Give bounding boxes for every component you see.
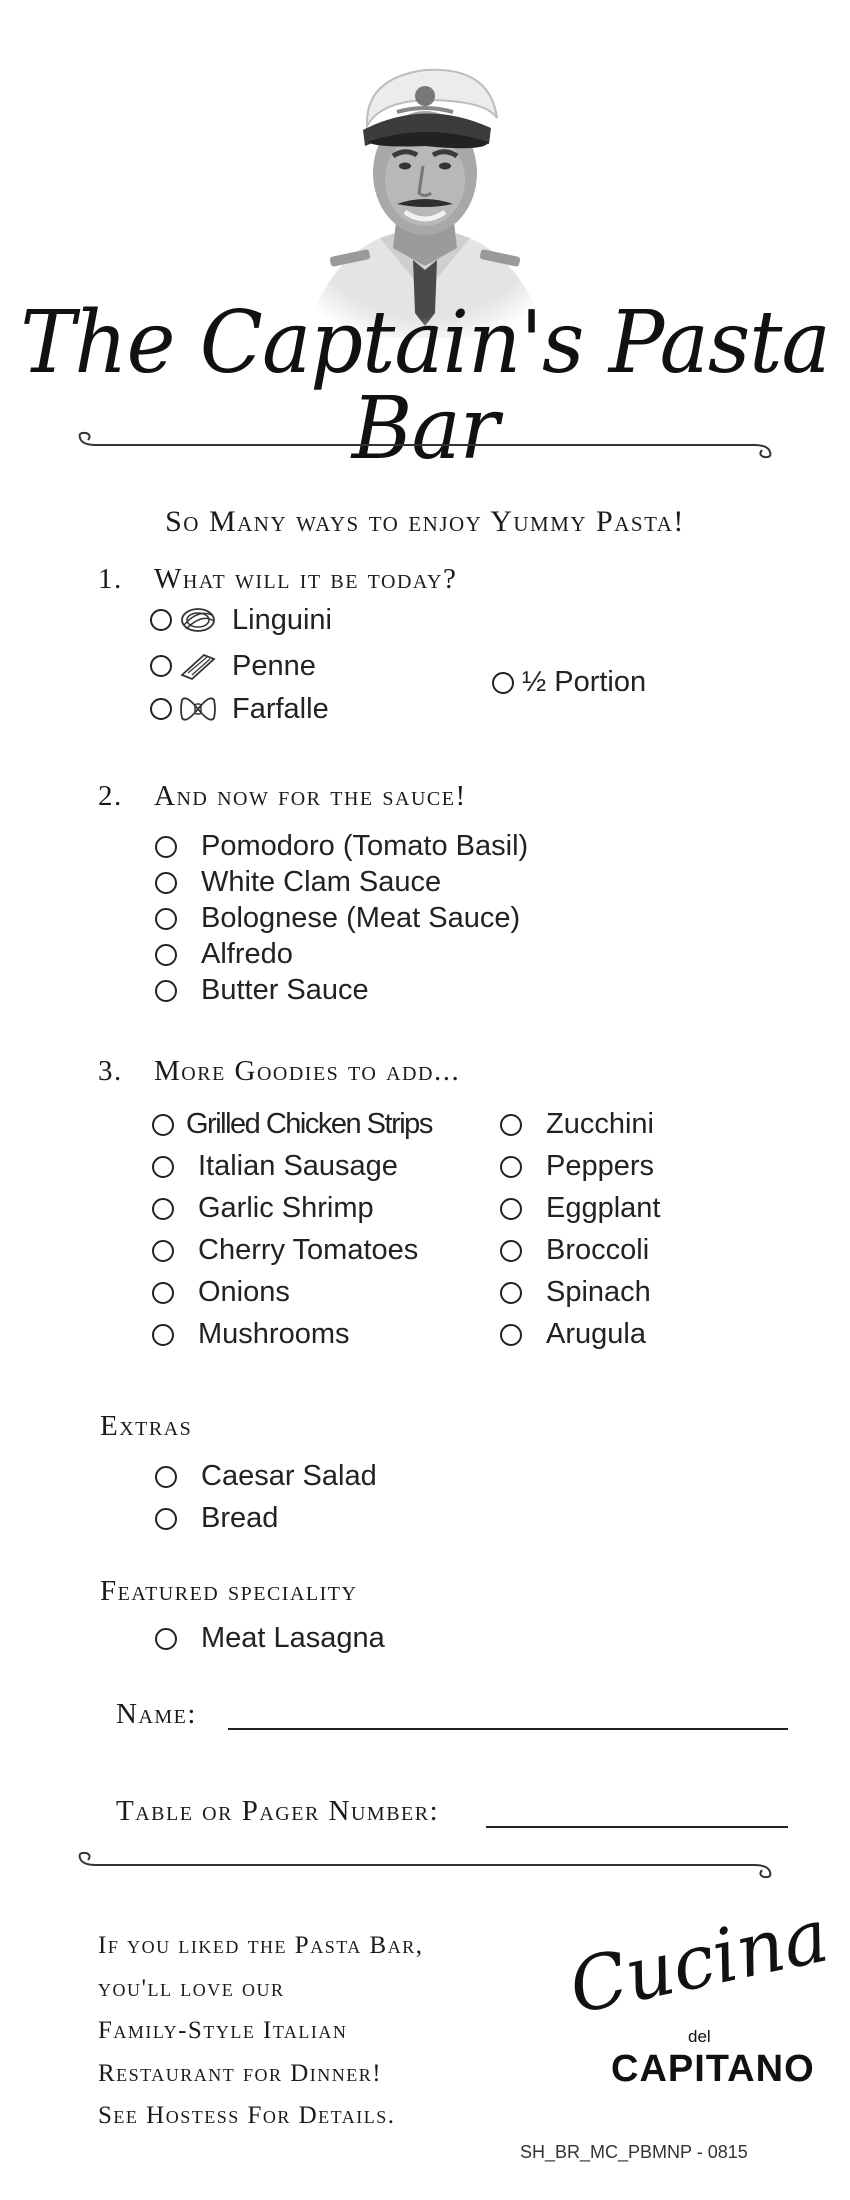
option-label: Farfalle <box>232 692 329 725</box>
menu-title: The Captain's Pasta Bar <box>20 293 830 479</box>
table-number-label: Table or Pager Number: <box>116 1795 440 1827</box>
option-label: Arugula <box>546 1318 646 1350</box>
featured-heading: Featured speciality <box>100 1575 358 1607</box>
section-title: And now for the sauce! <box>154 780 467 812</box>
radio-button[interactable] <box>155 1466 177 1488</box>
footer-line: If you liked the Pasta Bar, <box>98 1932 424 1959</box>
document-code: SH_BR_MC_PBMNP - 0815 <box>520 2142 748 2162</box>
footer-line: Restaurant for Dinner! <box>98 2059 383 2087</box>
option-penne[interactable] <box>150 649 316 683</box>
option-white-clam[interactable] <box>155 866 441 899</box>
radio-button[interactable] <box>155 908 177 930</box>
footer-promo <box>98 1925 423 2138</box>
option-garlic-shrimp[interactable] <box>152 1192 374 1225</box>
option-peppers[interactable] <box>500 1150 654 1183</box>
radio-button[interactable] <box>152 1324 174 1346</box>
radio-button[interactable] <box>500 1156 522 1178</box>
option-label: Cherry Tomatoes <box>198 1234 419 1266</box>
option-bolognese[interactable] <box>155 902 520 935</box>
radio-button[interactable] <box>152 1282 174 1304</box>
section-number: 3. <box>98 1055 123 1087</box>
option-pomodoro[interactable] <box>155 830 528 863</box>
option-mushrooms[interactable] <box>152 1318 350 1351</box>
radio-button[interactable] <box>155 1628 177 1650</box>
bottom-ornament-rule <box>72 1850 778 1880</box>
option-farfalle[interactable] <box>150 692 329 726</box>
radio-button[interactable] <box>150 609 172 631</box>
radio-button[interactable] <box>500 1198 522 1220</box>
radio-button[interactable] <box>155 980 177 1002</box>
option-half-portion[interactable] <box>492 666 646 699</box>
option-label: Spinach <box>546 1276 651 1308</box>
option-spinach[interactable] <box>500 1276 651 1309</box>
option-label: Pomodoro (Tomato Basil) <box>201 830 529 862</box>
option-zucchini[interactable] <box>500 1108 654 1141</box>
radio-button[interactable] <box>500 1114 522 1136</box>
radio-button[interactable] <box>500 1240 522 1262</box>
option-label: Garlic Shrimp <box>198 1192 374 1224</box>
option-label: Eggplant <box>546 1192 661 1224</box>
linguini-icon <box>178 603 218 637</box>
option-eggplant[interactable] <box>500 1192 661 1225</box>
option-label: Penne <box>232 649 316 682</box>
option-label: Grilled Chicken Strips <box>186 1108 432 1140</box>
option-onions[interactable] <box>152 1276 290 1309</box>
option-label: Alfredo <box>201 938 293 970</box>
tagline: So Many ways to enjoy Yummy Pasta! <box>165 505 685 538</box>
logo-cucina: Cucina <box>562 1892 836 2031</box>
radio-button[interactable] <box>150 698 172 720</box>
option-alfredo[interactable] <box>155 938 293 971</box>
option-label: Linguini <box>232 603 332 636</box>
option-label: Peppers <box>546 1150 655 1182</box>
table-number-input-line[interactable] <box>486 1826 788 1828</box>
radio-button[interactable] <box>152 1240 174 1262</box>
option-label: Butter Sauce <box>201 974 369 1006</box>
option-bread[interactable] <box>155 1502 278 1535</box>
option-butter-sauce[interactable] <box>155 974 369 1007</box>
radio-button[interactable] <box>152 1198 174 1220</box>
section-number: 1. <box>98 563 123 595</box>
radio-button[interactable] <box>155 836 177 858</box>
section-title: More Goodies to add... <box>154 1055 461 1087</box>
option-label: Caesar Salad <box>201 1460 377 1492</box>
footer-line: See Hostess For Details. <box>98 2102 396 2129</box>
option-cherry-tomatoes[interactable] <box>152 1234 418 1267</box>
footer-line: you'll love our <box>98 1974 285 2002</box>
option-label: Italian Sausage <box>198 1150 398 1182</box>
extras-heading: Extras <box>100 1410 193 1442</box>
option-caesar-salad[interactable] <box>155 1460 377 1493</box>
option-meat-lasagna[interactable] <box>155 1622 385 1655</box>
option-grilled-chicken[interactable] <box>152 1108 432 1141</box>
option-label: Mushrooms <box>198 1318 350 1350</box>
penne-icon <box>178 649 218 683</box>
option-label: White Clam Sauce <box>201 866 442 898</box>
option-italian-sausage[interactable] <box>152 1150 398 1183</box>
radio-button[interactable] <box>500 1324 522 1346</box>
radio-button[interactable] <box>152 1114 174 1136</box>
option-linguini[interactable] <box>150 603 332 637</box>
logo-del: del <box>688 2027 711 2046</box>
radio-button[interactable] <box>155 944 177 966</box>
section-title: What will it be today? <box>154 563 458 595</box>
radio-button[interactable] <box>155 872 177 894</box>
section-number: 2. <box>98 780 123 812</box>
radio-button[interactable] <box>500 1282 522 1304</box>
option-arugula[interactable] <box>500 1318 646 1351</box>
option-label: Broccoli <box>546 1234 650 1266</box>
option-label: Bread <box>201 1502 279 1534</box>
section-1-heading <box>98 563 457 596</box>
section-2-heading <box>98 780 467 813</box>
option-label: Bolognese (Meat Sauce) <box>201 902 521 934</box>
radio-button[interactable] <box>492 672 514 694</box>
option-label: Meat Lasagna <box>201 1622 385 1654</box>
radio-button[interactable] <box>152 1156 174 1178</box>
option-broccoli[interactable] <box>500 1234 649 1267</box>
option-label: Onions <box>198 1276 290 1308</box>
radio-button[interactable] <box>150 655 172 677</box>
logo-capitano: CAPITANO <box>611 2048 815 2090</box>
top-ornament-rule <box>72 430 778 460</box>
section-3-heading <box>98 1055 460 1088</box>
radio-button[interactable] <box>155 1508 177 1530</box>
name-input-line[interactable] <box>228 1728 788 1730</box>
name-label: Name: <box>116 1698 197 1730</box>
option-label: Zucchini <box>546 1108 654 1140</box>
footer-line: Family-Style Italian <box>98 2017 348 2044</box>
farfalle-icon <box>178 692 218 726</box>
option-label: ½ Portion <box>522 666 647 698</box>
